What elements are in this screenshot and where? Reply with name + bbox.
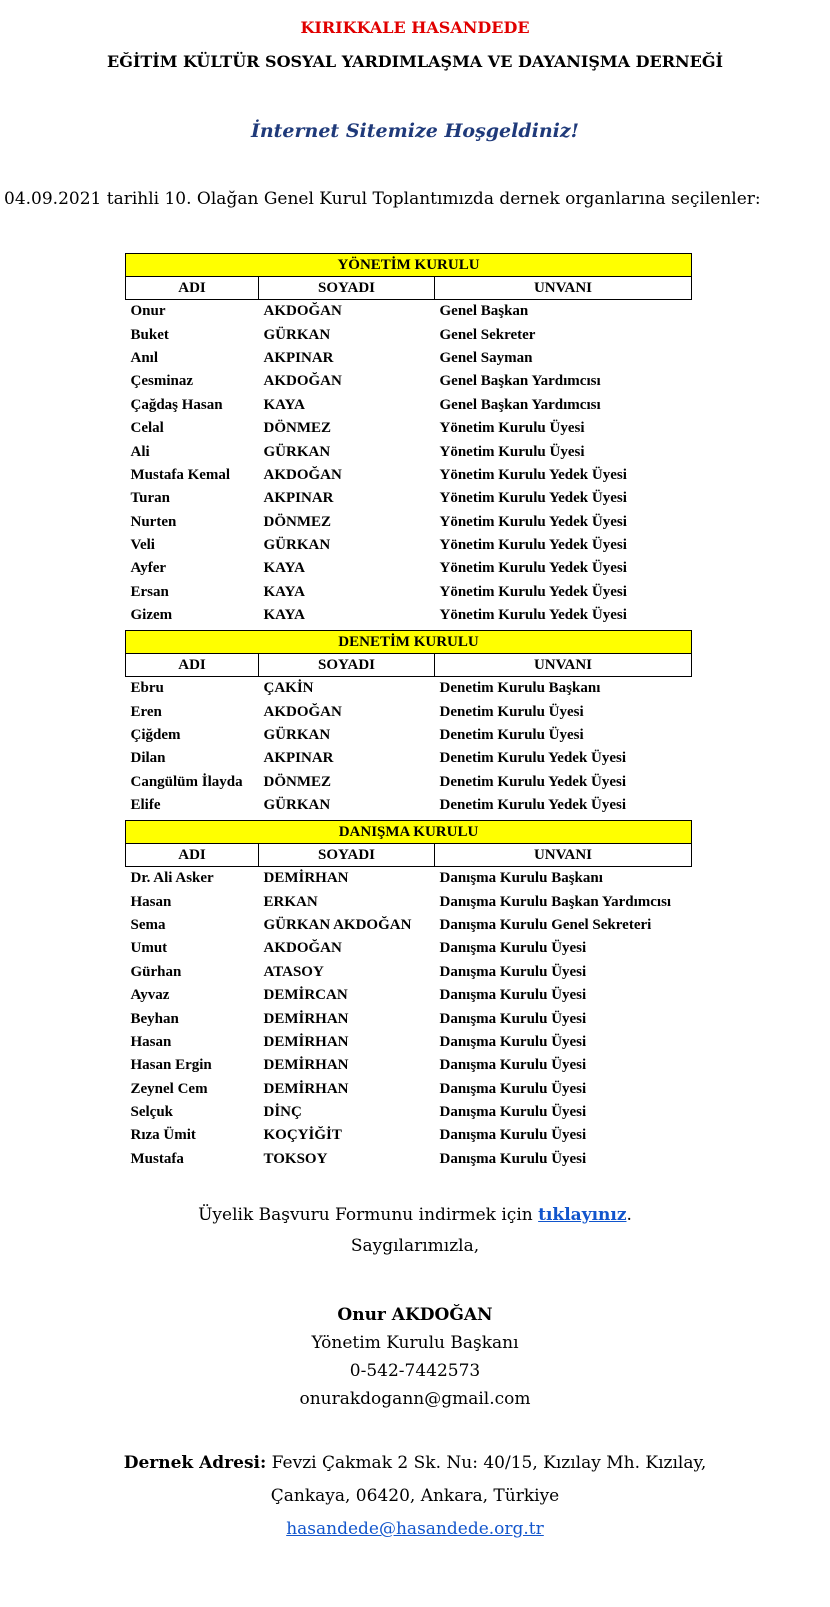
column-header-row <box>126 277 692 300</box>
member-title: Yönetim Kurulu Yedek Üyesi <box>439 537 627 554</box>
table-row <box>126 677 692 701</box>
column-header-title: UNVANI <box>435 277 692 300</box>
column-header-surname: SOYADI <box>259 844 435 867</box>
membership-form-link[interactable]: tıklayınız <box>538 1205 627 1225</box>
member-name: Elife <box>130 797 161 814</box>
member-title: Danışma Kurulu Üyesi <box>439 1127 587 1144</box>
column-header-title: UNVANI <box>435 654 692 677</box>
signer-phone: 0-542-7442573 <box>349 1361 481 1381</box>
table-row <box>126 300 692 324</box>
member-name: Selçuk <box>130 1104 174 1121</box>
table-row <box>126 323 692 346</box>
table-row <box>126 1148 692 1171</box>
address-line-1 <box>0 1453 830 1473</box>
membership-form-period: . <box>626 1205 632 1225</box>
signer-email: onurakdogann@gmail.com <box>299 1389 531 1409</box>
member-title: Yönetim Kurulu Yedek Üyesi <box>439 490 627 507</box>
table-row <box>126 417 692 440</box>
member-surname: GÜRKAN <box>263 797 331 814</box>
member-title: Danışma Kurulu Üyesi <box>439 987 587 1004</box>
member-name: Hasan <box>130 1033 172 1050</box>
table-row <box>126 1124 692 1147</box>
member-title: Denetim Kurulu Yedek Üyesi <box>439 773 627 790</box>
table-row <box>126 700 692 723</box>
danisma-kurulu-table <box>125 820 692 1171</box>
table-row <box>126 937 692 960</box>
table-row <box>126 464 692 487</box>
signer-title: Yönetim Kurulu Başkanı <box>311 1333 519 1353</box>
welcome-heading: İnternet Sitemize Hoşgeldiniz! <box>250 120 580 142</box>
table-row <box>126 794 692 817</box>
member-name: Ayvaz <box>130 987 170 1004</box>
table-row <box>126 1054 692 1077</box>
table-row <box>126 747 692 770</box>
member-title: Danışma Kurulu Üyesi <box>439 1104 587 1121</box>
member-title: Yönetim Kurulu Üyesi <box>439 443 585 460</box>
member-title: Danışma Kurulu Üyesi <box>439 1150 587 1167</box>
section-heading-row <box>126 254 692 277</box>
member-name: Ersan <box>130 583 169 600</box>
member-name: Dilan <box>130 750 166 767</box>
member-surname: DEMİRCAN <box>263 987 348 1004</box>
member-surname: DEMİRHAN <box>263 1080 349 1097</box>
member-surname: AKDOĞAN <box>263 303 342 320</box>
association-city-title: KIRIKKALE HASANDEDE <box>300 18 530 37</box>
member-title: Yönetim Kurulu Yedek Üyesi <box>439 607 627 624</box>
member-name: Ebru <box>130 680 164 697</box>
member-title: Denetim Kurulu Yedek Üyesi <box>439 750 627 767</box>
table-row <box>126 347 692 370</box>
table-row <box>126 1101 692 1124</box>
table-row <box>126 394 692 417</box>
address-label: Dernek Adresi: <box>123 1453 267 1473</box>
member-surname: GÜRKAN <box>263 443 331 460</box>
column-header-title: UNVANI <box>435 844 692 867</box>
member-name: Zeynel Cem <box>130 1080 208 1097</box>
member-surname: AKDOĞAN <box>263 940 342 957</box>
table-row <box>126 1007 692 1030</box>
member-surname: TOKSOY <box>263 1150 328 1167</box>
address-line-2: Çankaya, 06420, Ankara, Türkiye <box>270 1486 560 1506</box>
column-header-surname: SOYADI <box>259 277 435 300</box>
member-surname: KAYA <box>263 560 305 577</box>
section-heading: DANIŞMA KURULU <box>126 821 692 844</box>
member-surname: KOÇYİĞİT <box>263 1127 342 1144</box>
member-title: Danışma Kurulu Üyesi <box>439 963 587 980</box>
member-name: Ali <box>130 443 150 460</box>
yonetim-kurulu-table <box>125 253 692 627</box>
member-title: Yönetim Kurulu Yedek Üyesi <box>439 560 627 577</box>
column-header-surname: SOYADI <box>259 654 435 677</box>
table-row <box>126 440 692 463</box>
member-title: Genel Başkan <box>439 303 529 320</box>
member-surname: KAYA <box>263 396 305 413</box>
signer-name: Onur AKDOĞAN <box>337 1305 493 1325</box>
table-row <box>126 581 692 604</box>
denetim-kurulu-table <box>125 630 692 817</box>
member-name: Rıza Ümit <box>130 1127 196 1144</box>
member-name: Gizem <box>130 607 173 624</box>
table-row <box>126 984 692 1007</box>
member-title: Yönetim Kurulu Yedek Üyesi <box>439 513 627 530</box>
section-heading-row <box>126 821 692 844</box>
member-name: Çiğdem <box>130 726 181 743</box>
table-row <box>126 1031 692 1054</box>
member-title: Danışma Kurulu Üyesi <box>439 1033 587 1050</box>
section-heading-row <box>126 631 692 654</box>
member-name: Turan <box>130 490 170 507</box>
table-row <box>126 487 692 510</box>
member-name: Sema <box>130 916 166 933</box>
member-surname: ÇAKİN <box>263 680 314 697</box>
table-row <box>126 890 692 913</box>
member-name: Beyhan <box>130 1010 179 1027</box>
member-surname: KAYA <box>263 607 305 624</box>
member-surname: AKDOĞAN <box>263 466 342 483</box>
member-title: Genel Sayman <box>439 349 533 366</box>
member-surname: GÜRKAN <box>263 726 331 743</box>
member-surname: DİNÇ <box>263 1104 302 1121</box>
member-name: Dr. Ali Asker <box>130 870 214 887</box>
table-row <box>126 771 692 794</box>
member-surname: DEMİRHAN <box>263 1033 349 1050</box>
table-row <box>126 1078 692 1101</box>
table-row <box>126 867 692 891</box>
member-name: Ayfer <box>130 560 167 577</box>
member-title: Denetim Kurulu Üyesi <box>439 726 584 743</box>
member-surname: KAYA <box>263 583 305 600</box>
member-title: Danışma Kurulu Üyesi <box>439 1057 587 1074</box>
member-title: Genel Başkan Yardımcısı <box>439 396 601 413</box>
member-name: Hasan <box>130 893 172 910</box>
member-surname: GÜRKAN <box>263 537 331 554</box>
section-heading: YÖNETİM KURULU <box>126 254 692 277</box>
column-header-row <box>126 844 692 867</box>
table-row <box>126 557 692 580</box>
member-name: Çağdaş Hasan <box>130 396 223 413</box>
table-row <box>126 534 692 557</box>
member-surname: AKPINAR <box>263 349 334 366</box>
member-surname: AKPINAR <box>263 490 334 507</box>
member-name: Anıl <box>130 349 159 366</box>
member-surname: DEMİRHAN <box>263 1057 349 1074</box>
section-heading: DENETİM KURULU <box>126 631 692 654</box>
member-name: Mustafa <box>130 1150 184 1167</box>
member-surname: DÖNMEZ <box>263 420 331 437</box>
member-surname: DEMİRHAN <box>263 1010 349 1027</box>
intro-text: 04.09.2021 tarihli 10. Olağan Genel Kurul Toplantımızda dernek organlarına seçilenler: <box>4 189 761 209</box>
member-title: Danışma Kurulu Üyesi <box>439 1010 587 1027</box>
column-header-row <box>126 654 692 677</box>
member-title: Yönetim Kurulu Üyesi <box>439 420 585 437</box>
member-title: Danışma Kurulu Genel Sekreteri <box>439 916 652 933</box>
table-row <box>126 604 692 627</box>
member-surname: DEMİRHAN <box>263 870 349 887</box>
column-header-name: ADI <box>126 844 259 867</box>
member-title: Danışma Kurulu Başkanı <box>439 870 603 887</box>
regards-text: Saygılarımızla, <box>350 1236 480 1256</box>
member-surname: AKPINAR <box>263 750 334 767</box>
table-row <box>126 370 692 393</box>
address-text: Fevzi Çakmak 2 Sk. Nu: 40/15, Kızılay Mh. Kızılay, <box>266 1453 707 1473</box>
member-title: Denetim Kurulu Başkanı <box>439 680 601 697</box>
member-name: Eren <box>130 703 162 720</box>
member-title: Denetim Kurulu Üyesi <box>439 703 584 720</box>
member-name: Buket <box>130 326 169 343</box>
member-title: Danışma Kurulu Üyesi <box>439 1080 587 1097</box>
member-name: Veli <box>130 537 155 554</box>
member-surname: ATASOY <box>263 963 324 980</box>
membership-form-text: Üyelik Başvuru Formunu indirmek için <box>198 1205 539 1225</box>
membership-form-line <box>0 1205 830 1225</box>
table-row <box>126 961 692 984</box>
table-row <box>126 914 692 937</box>
member-name: Hasan Ergin <box>130 1057 212 1074</box>
member-name: Cangülüm İlayda <box>130 773 243 790</box>
member-surname: DÖNMEZ <box>263 513 331 530</box>
member-title: Denetim Kurulu Yedek Üyesi <box>439 797 627 814</box>
table-row <box>126 724 692 747</box>
site-email-link[interactable]: hasandede@hasandede.org.tr <box>286 1519 544 1539</box>
table-row <box>126 511 692 534</box>
member-title: Yönetim Kurulu Yedek Üyesi <box>439 466 627 483</box>
member-name: Nurten <box>130 513 177 530</box>
member-title: Genel Sekreter <box>439 326 536 343</box>
member-title: Yönetim Kurulu Yedek Üyesi <box>439 583 627 600</box>
member-title: Danışma Kurulu Üyesi <box>439 940 587 957</box>
member-surname: AKDOĞAN <box>263 373 342 390</box>
member-name: Gürhan <box>130 963 182 980</box>
member-title: Genel Başkan Yardımcısı <box>439 373 601 390</box>
association-full-name: EĞİTİM KÜLTÜR SOSYAL YARDIMLAŞMA VE DAYANIŞMA DERNEĞİ <box>107 52 723 71</box>
site-email-line <box>0 1519 830 1539</box>
member-surname: GÜRKAN <box>263 326 331 343</box>
member-surname: DÖNMEZ <box>263 773 331 790</box>
member-surname: AKDOĞAN <box>263 703 342 720</box>
column-header-name: ADI <box>126 277 259 300</box>
member-name: Onur <box>130 303 166 320</box>
member-name: Umut <box>130 940 168 957</box>
member-surname: ERKAN <box>263 893 318 910</box>
member-surname: GÜRKAN AKDOĞAN <box>263 916 412 933</box>
member-name: Çesminaz <box>130 373 193 390</box>
column-header-name: ADI <box>126 654 259 677</box>
member-name: Mustafa Kemal <box>130 466 231 483</box>
member-name: Celal <box>130 420 164 437</box>
member-title: Danışma Kurulu Başkan Yardımcısı <box>439 893 672 910</box>
